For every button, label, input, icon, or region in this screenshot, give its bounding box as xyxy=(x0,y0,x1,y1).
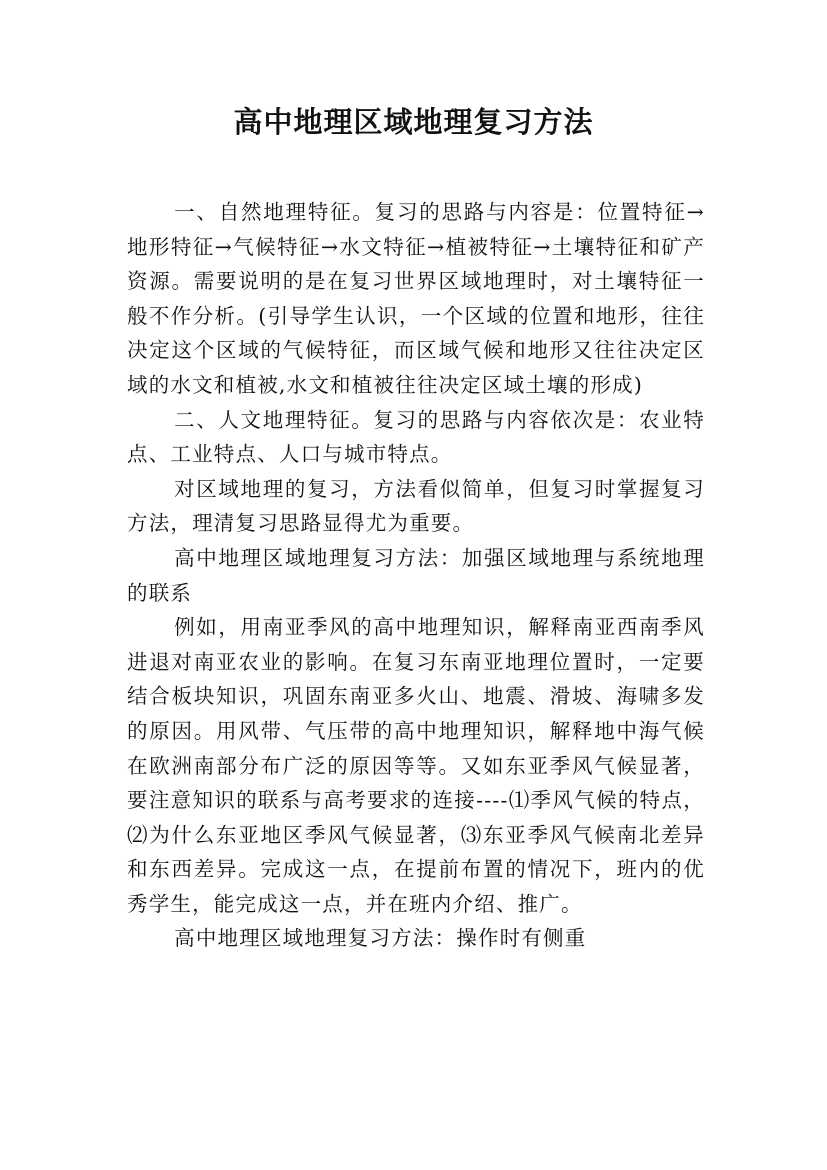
paragraph-review-method: 对区域地理的复习，方法看似简单，但复习时掌握复习方法，理清复习思路显得尤为重要。 xyxy=(127,476,705,536)
section-heading-emphasis: 高中地理区域地理复习方法：操作时有侧重 xyxy=(174,926,587,951)
document-title: 高中地理区域地理复习方法 xyxy=(233,105,594,139)
paragraph-human-geography: 二、人文地理特征。复习的思路与内容依次是：农业特点、工业特点、人口与城市特点。 xyxy=(127,407,705,467)
paragraph-natural-geography: 一、自然地理特征。复习的思路与内容是：位置特征→地形特征→气候特征→水文特征→植被特征→土壤特征和矿产资源。需要说明的是在复习世界区域地理时，对土壤特征一般不作分析。(引导学生认识，一个区域的位置和地形，往往决定这个区域的气候特征，而区域气候和地形又往往决定区域的水文和植被,水文和植被往往决定区域土壤的形成) xyxy=(127,200,705,397)
document-body xyxy=(127,195,705,956)
paragraph-examples: 例如，用南亚季风的高中地理知识，解释南亚西南季风进退对南亚农业的影响。在复习东南亚地理位置时，一定要结合板块知识，巩固东南亚多火山、地震、滑坡、海啸多发的原因。用风带、气压带的高中地理知识，解释地中海气候在欧洲南部分布广泛的原因等等。又如东亚季风气候显著，要注意知识的联系与高考要求的连接----⑴季风气候的特点，⑵为什么东亚地区季风气候显著，⑶东亚季风气候南北差异和东西差异。完成这一点，在提前布置的情况下，班内的优秀学生，能完成这一点，并在班内介绍、推广。 xyxy=(127,615,705,916)
section-heading-connection: 高中地理区域地理复习方法：加强区域地理与系统地理的联系 xyxy=(127,545,705,605)
